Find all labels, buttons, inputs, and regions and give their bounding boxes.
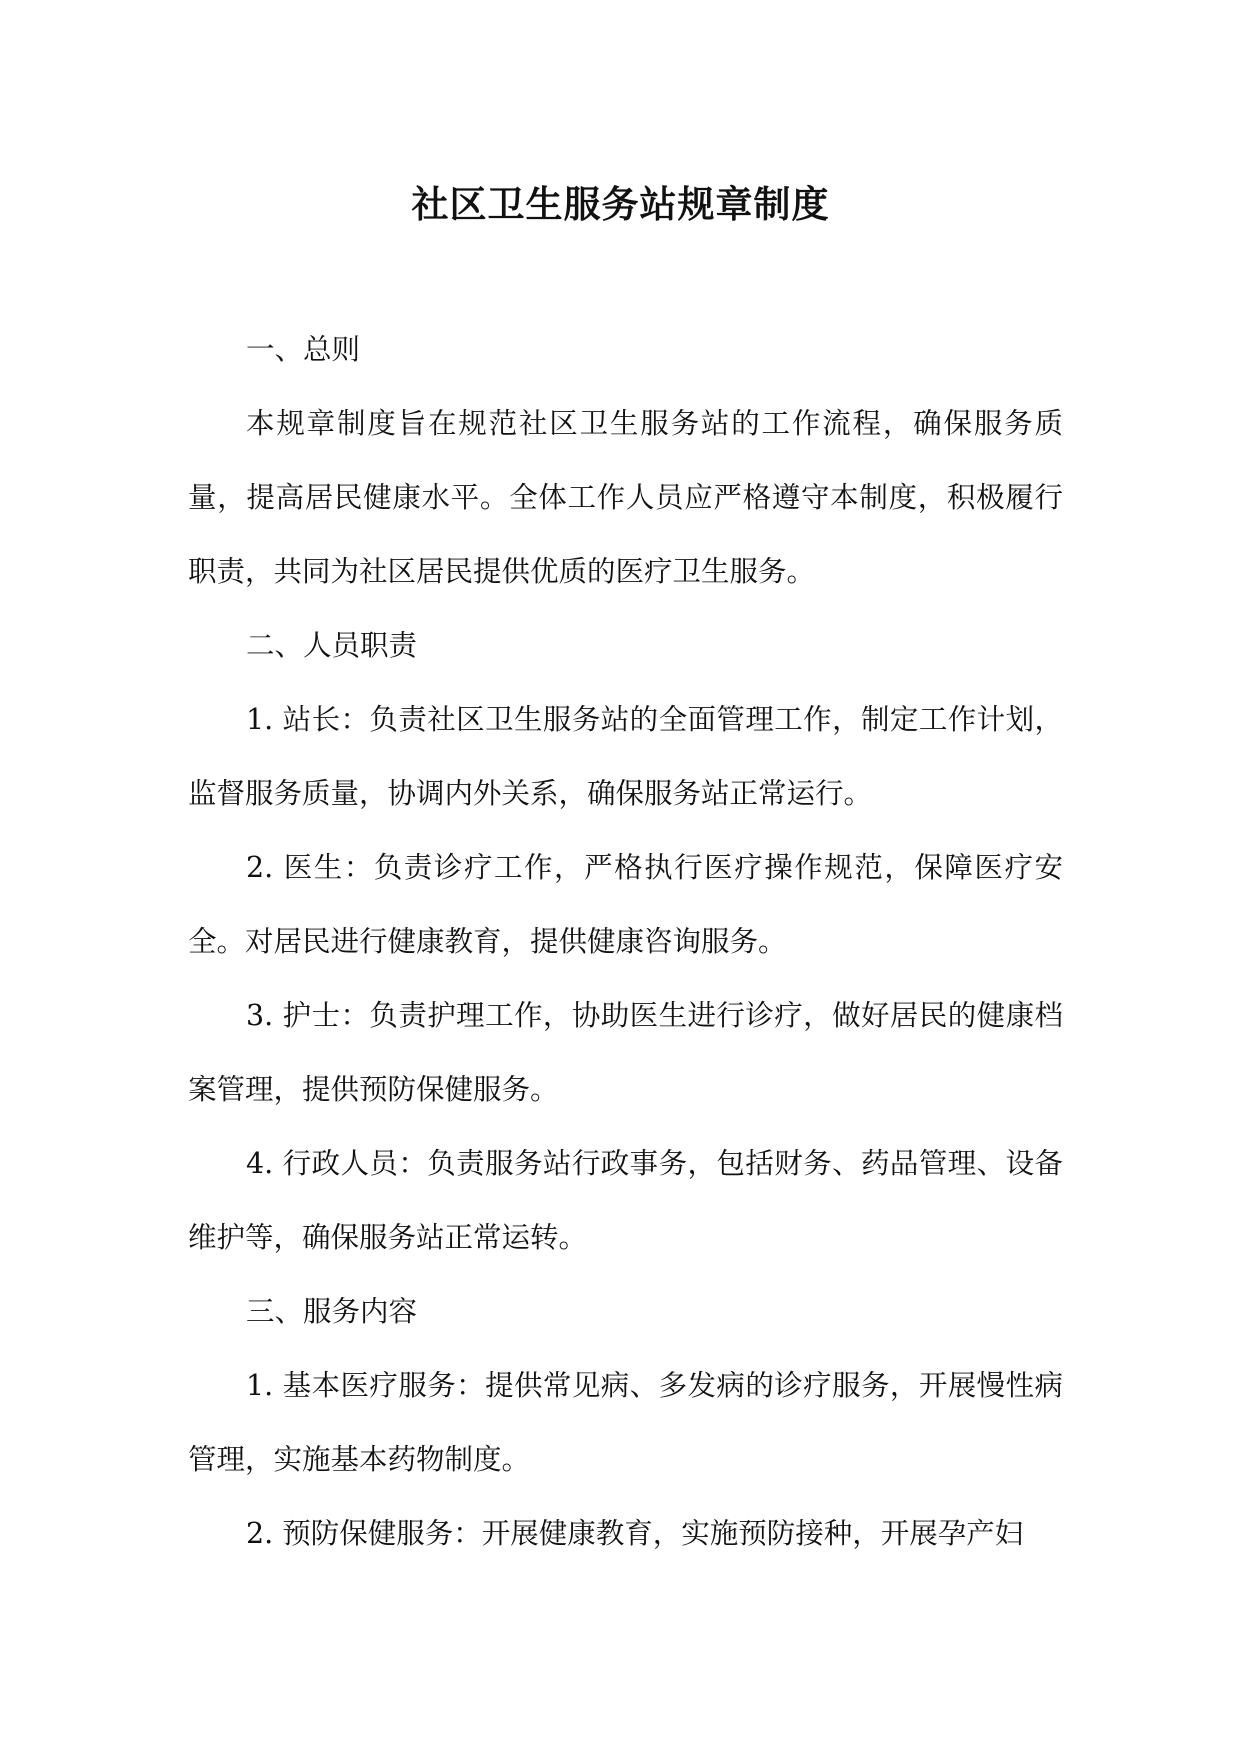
document-title: 社区卫生服务站规章制度 — [411, 182, 830, 226]
list-item-admin-staff: 4. 行政人员：负责服务站行政事务，包括财务、药品管理、设备维护等，确保服务站正常运转。 — [188, 1147, 1063, 1254]
section-heading-staff-duties: 二、人员职责 — [246, 629, 418, 662]
list-item-station-head: 1. 站长：负责社区卫生服务站的全面管理工作，制定工作计划，监督服务质量，协调内外关系，确保服务站正常运行。 — [188, 703, 1063, 810]
document-body — [188, 313, 1063, 1571]
section-heading-services: 三、服务内容 — [246, 1295, 418, 1328]
paragraph-general-intro: 本规章制度旨在规范社区卫生服务站的工作流程，确保服务质量，提高居民健康水平。全体工作人员应严格遵守本制度，积极履行职责，共同为社区居民提供优质的医疗卫生服务。 — [188, 407, 1063, 588]
list-item-preventive-care: 2. 预防保健服务：开展健康教育，实施预防接种，开展孕产妇 — [246, 1517, 1024, 1550]
list-item-nurse: 3. 护士：负责护理工作，协助医生进行诊疗，做好居民的健康档案管理，提供预防保健服务。 — [188, 999, 1063, 1106]
list-item-basic-medical: 1. 基本医疗服务：提供常见病、多发病的诊疗服务，开展慢性病管理，实施基本药物制度。 — [188, 1369, 1063, 1476]
list-item-doctor: 2. 医生：负责诊疗工作，严格执行医疗操作规范，保障医疗安全。对居民进行健康教育，提供健康咨询服务。 — [188, 851, 1063, 958]
section-heading-general: 一、总则 — [246, 333, 361, 366]
